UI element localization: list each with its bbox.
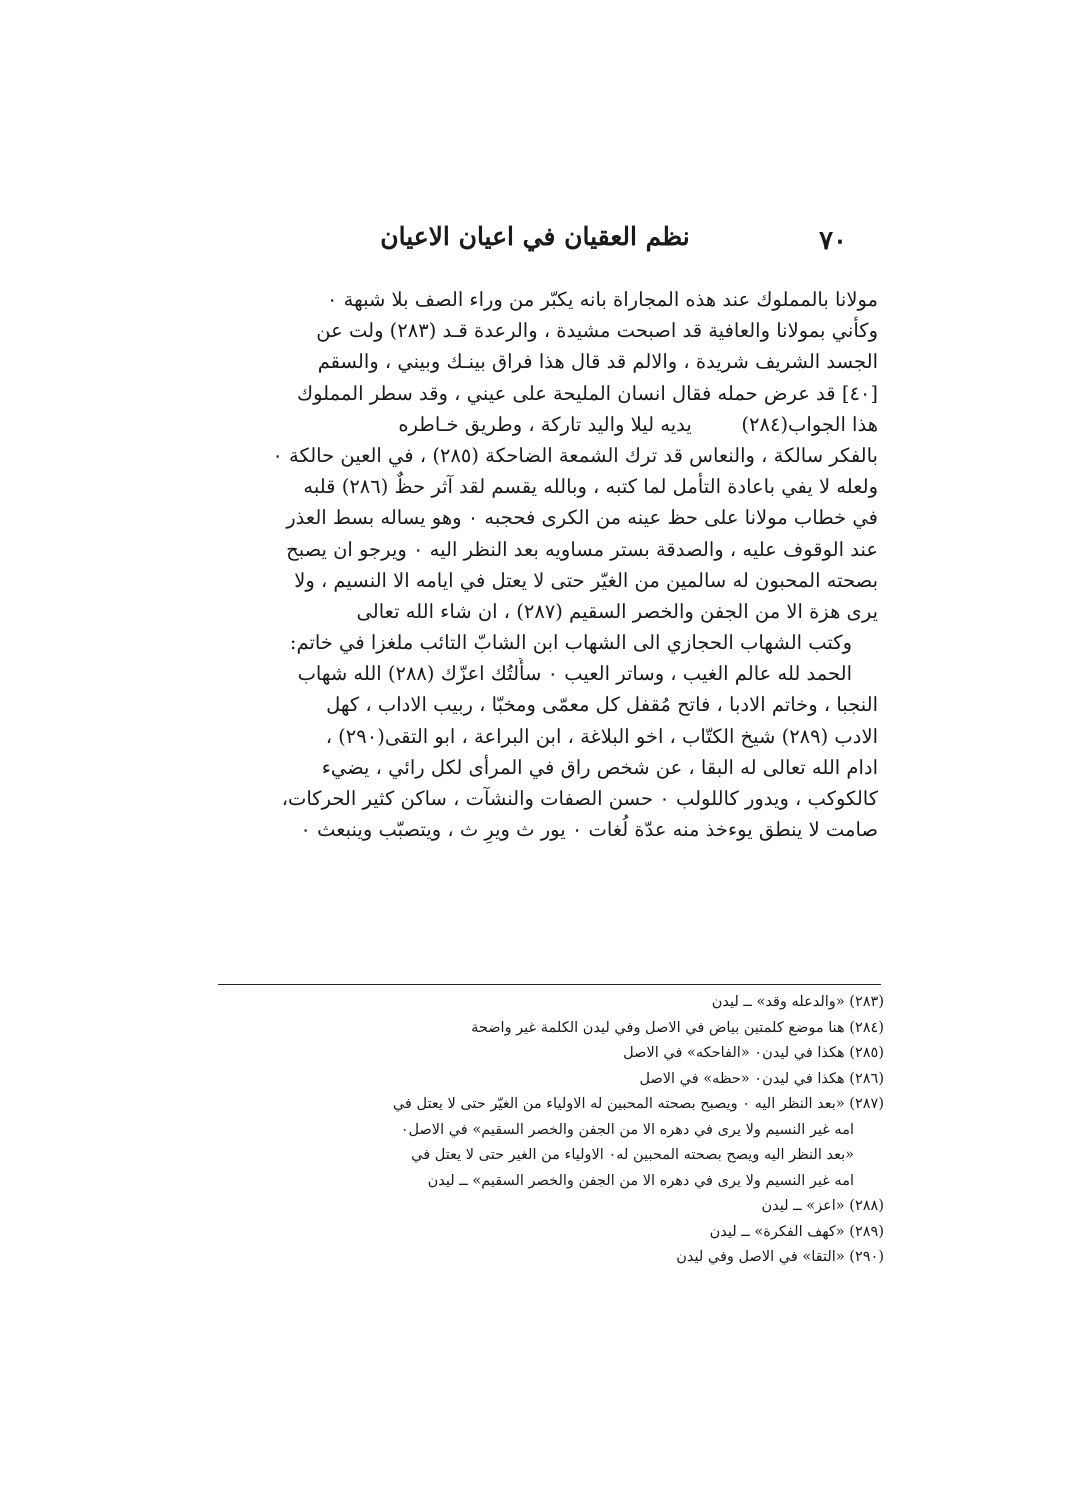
running-title: نظم العقيان في اعيان الاعيان [380, 222, 690, 251]
footnote: (٢٨٦) هكذا في ليدن٠ «حظه» في الاصل [639, 1070, 884, 1087]
footnote: (٢٨٨) «اعز» ــ ليدن [761, 1198, 884, 1214]
body-line: بالفكر سالكة ، والنعاس قد ترك الشمعة الضاحكة (٢٨٥) ، في العين حالكة ٠ [272, 443, 878, 467]
body-line: الحمد لله عالم الغيب ، وساتر العيب ٠ سأَلتُك اعزّك (٢٨٨) الله شهاب [297, 662, 852, 686]
footnote: (٢٨٤) هنا موضع كلمتين بياض في الاصل وفي ليدن الكلمة غير واضحة [471, 1019, 884, 1036]
body-line: النجبا ، وخاتم الادبا ، فاتح مُقفل كل معمّى ومخبّا ، ربيب الاداب ، كهل [326, 693, 878, 717]
body-line: عند الوقوف عليه ، والصدقة بستر مساويه بعد النظر اليه ٠ ويرجو ان يصبح [286, 537, 878, 561]
body-line: في خطاب مولانا على حظ عينه من الكرى فحجبه ٠ وهو يساله بسط العذر [286, 506, 878, 530]
body-line: ادام الله تعالى له البقا ، عن شخص راق في المرأى لكل رائي ، يضيء [321, 755, 878, 779]
body-line: صامت لا ينطق يوءخذ منه عدّة لُغات ٠ يور ث ويرِ ث ، ويتصبّب وينبعث ٠ [300, 818, 878, 842]
footnotes [212, 990, 884, 1271]
footnote: (٢٨٩) «كهف الفكرة» ــ ليدن [709, 1223, 884, 1240]
footnote-continuation: امه غير النسيم ولا يرى في دهره الا من الجفن والخصر السقيم» ــ ليدن [427, 1172, 854, 1189]
body-line: وكأني بمولانا والعافية قد اصبحت مشيدة ، والرعدة قـد (٢٨٣) ولت عن [316, 319, 878, 343]
body-line: الادب (٢٨٩) شيخ الكتّاب ، اخو البلاغة ، ابن البراعة ، ابو التقى(٢٩٠) ، [325, 724, 878, 748]
page-header [215, 222, 855, 262]
body-line: الجسد الشريف شريدة ، والالم قد قال هذا فراق بينـك وبيني ، والسقم [317, 350, 878, 374]
body-line: كالكوكب ، ويدور كاللولب ٠ حسن الصفات والنشآت ، ساكن كثير الحركات، [281, 787, 878, 810]
footnote-continuation: امه غير النسيم ولا يرى في دهره الا من الجفن والخصر السقيم» في الاصل٠ [400, 1121, 854, 1138]
footnote-divider [218, 984, 881, 985]
body-line: وكتب الشهاب الحجازي الى الشهاب ابن الشابّ التائب ملغزا في خاتم: [289, 631, 852, 655]
footnote: (٢٩٠) «التقا» في الاصل وفي ليدن [676, 1249, 884, 1265]
page-number: ٧٠ [819, 226, 847, 256]
body-line: بصحته المحبون له سالمين من الغيّر حتى لا يعتل في ايامه الا النسيم ، ولا [294, 568, 878, 592]
body-line: مولانا بالمملوك عند هذه المجاراة بانه يكبّر من وراء الصف بلا شبهة ٠ [326, 288, 878, 311]
body-text [212, 284, 878, 845]
body-line: ولعله لا يفي باعادة التأمل لما كتبه ، وبالله يقسم لقد آثر حظٌ (٢٨٦) قلبه [303, 475, 878, 499]
footnote-continuation: «بعد النظر اليه ويصح بصحته المحبين له٠ الاولياء من الغير حتى لا يعتل في [411, 1147, 854, 1163]
body-line: [٤٠] قد عرض حمله فقال انسان المليحة على عيني ، وقد سطر المملوك [297, 381, 878, 405]
body-line: هذا الجواب(٢٨٤) يديه ليلا واليد تاركة ، وطريق خـاطره [398, 412, 878, 436]
body-line: يرى هزة الا من الجفن والخصر السقيم (٢٨٧) ، ان شاء الله تعالى [356, 599, 878, 623]
footnote: (٢٨٥) هكذا في ليدن٠ «الفاحكه» في الاصل [623, 1045, 884, 1061]
footnote: (٢٨٧) «بعد النظر اليه ٠ ويصبح بصحته المحبين له الاولياء من الغيّر حتى لا يعتل في [392, 1096, 884, 1112]
footnote: (٢٨٣) «والدعله وقد» ــ ليدن [711, 994, 884, 1010]
